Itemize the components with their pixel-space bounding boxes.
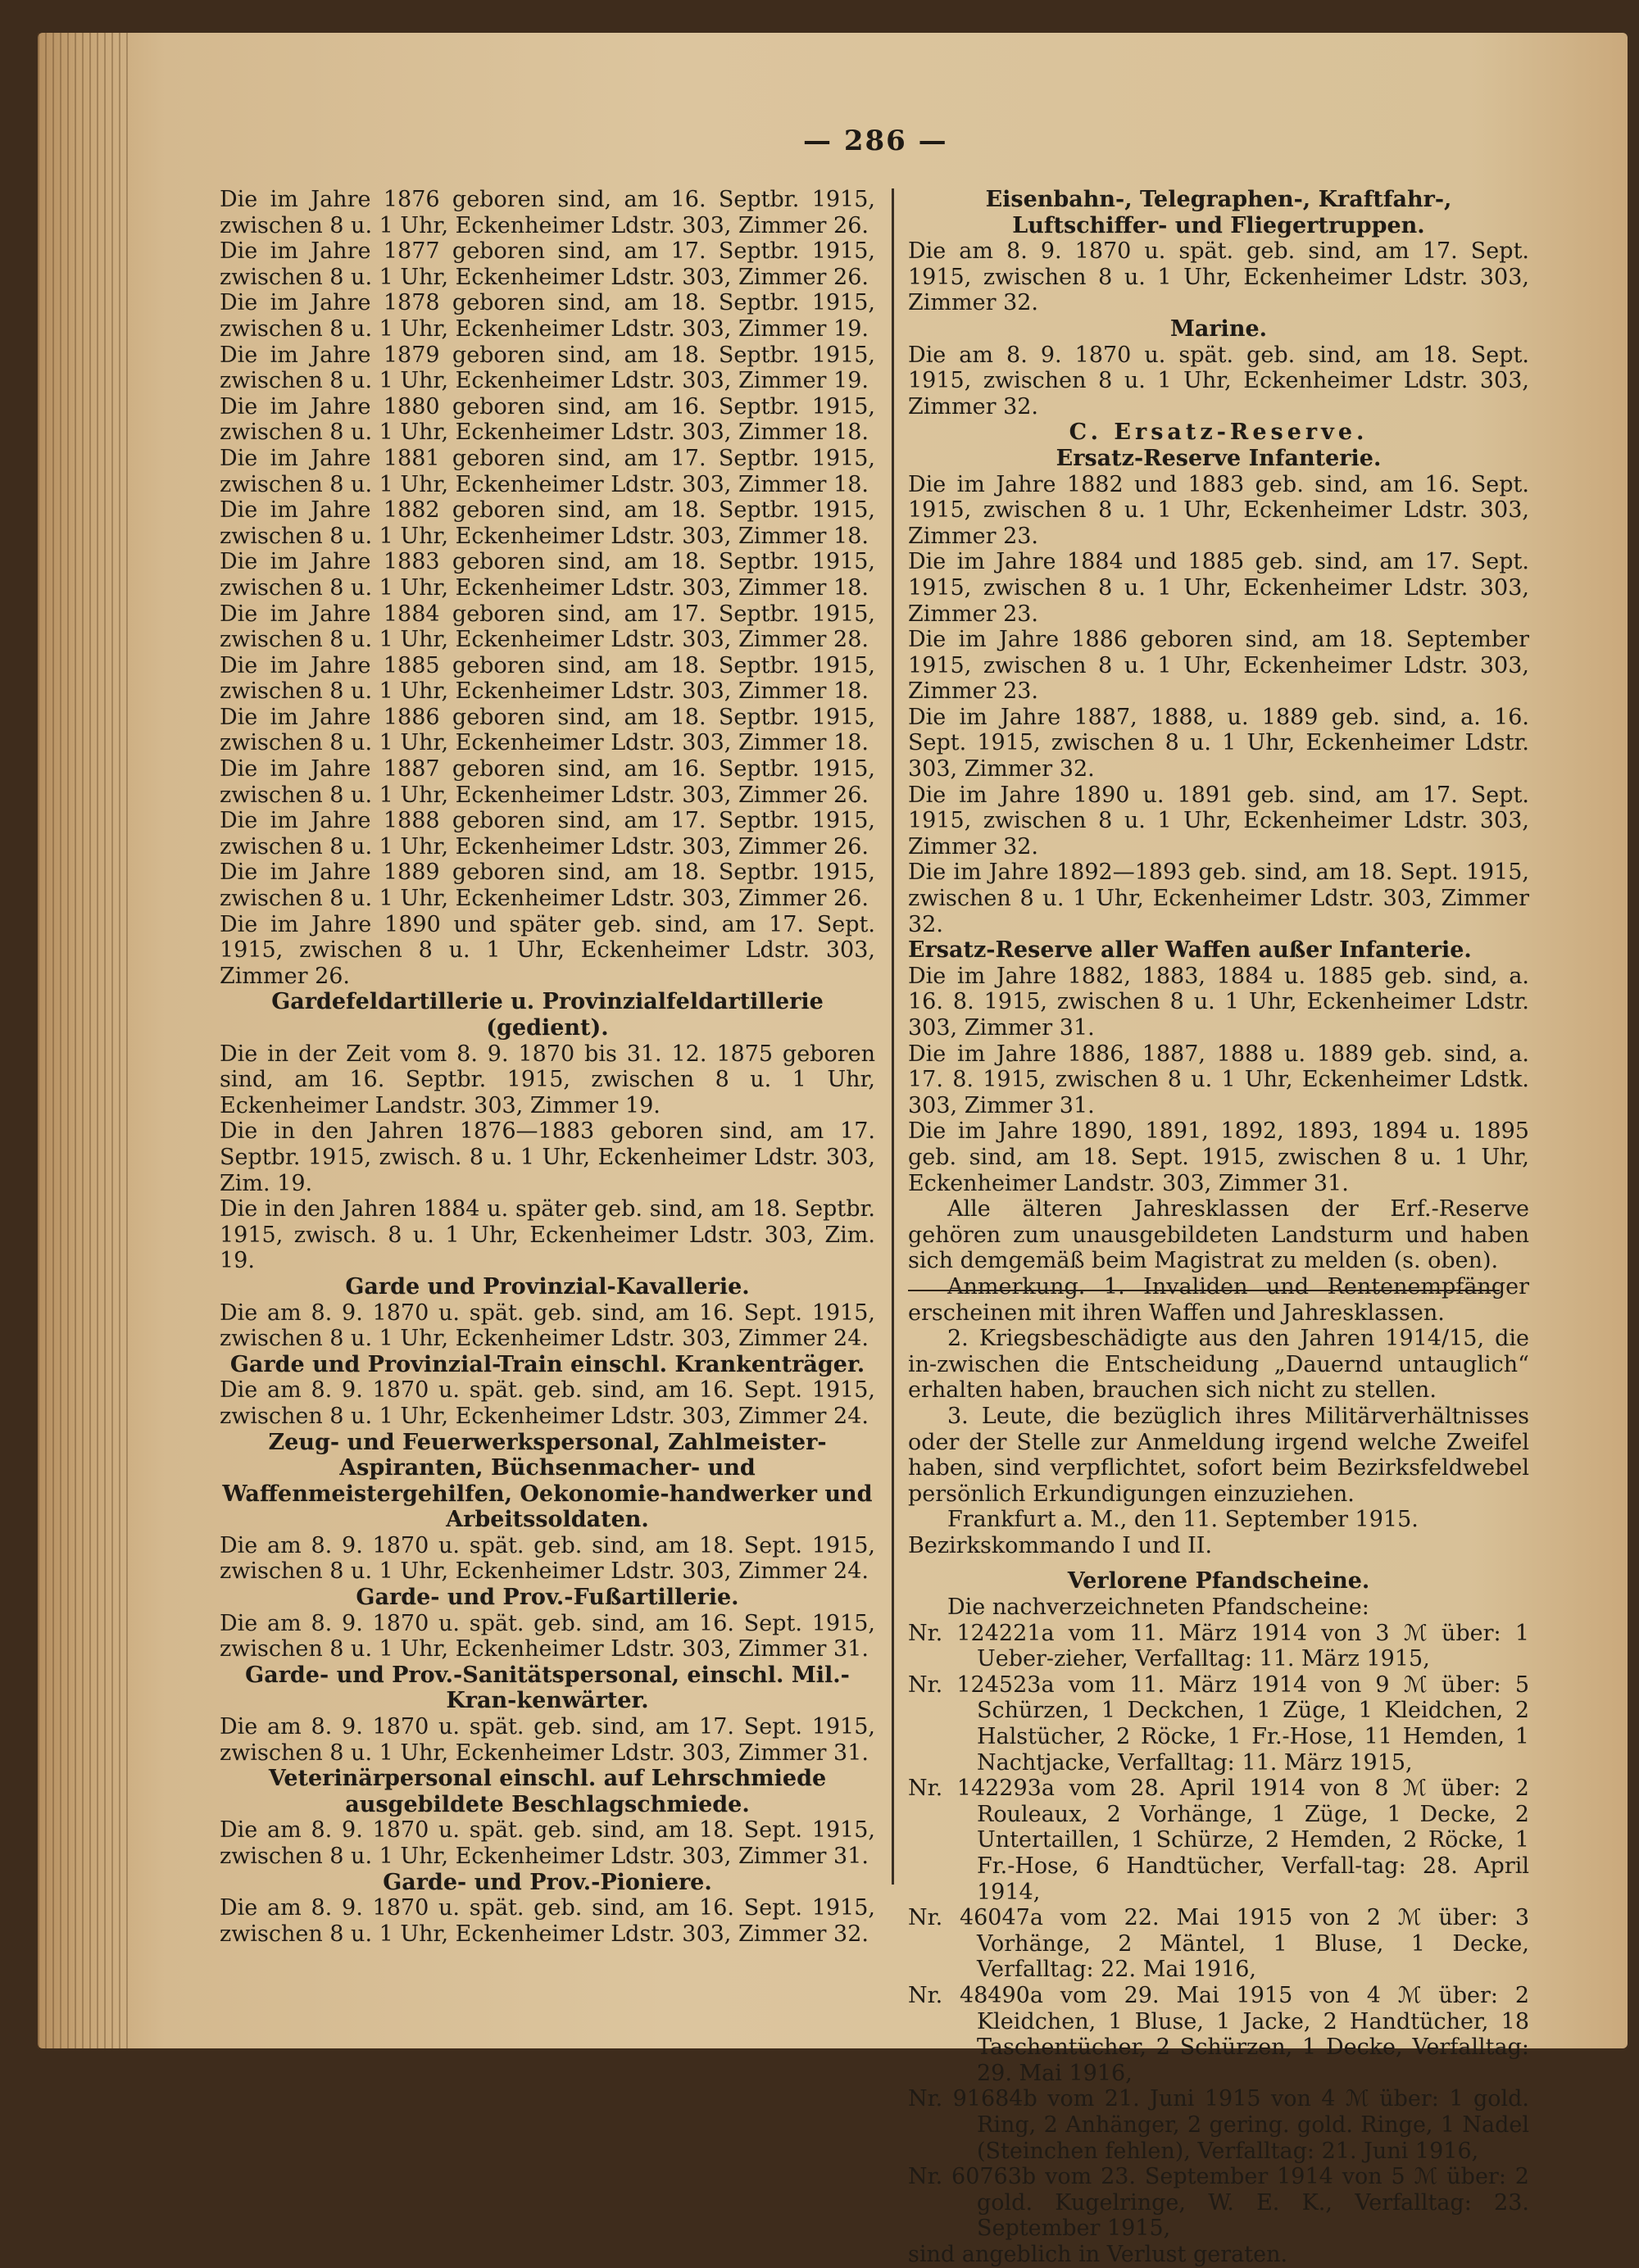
section-heading: Garde und Provinzial-Train einschl. Krankenträger. — [229, 1351, 865, 1377]
page-edges — [38, 33, 128, 2048]
schedule-entry: Die im Jahre 1886 geboren sind, am 18. September 1915, zwischen 8 u. 1 Uhr, Eckenheimer Ldstr. 303, Zimmer 23. — [908, 627, 1529, 705]
schedule-entry: Die im Jahre 1890, 1891, 1892, 1893, 1894 u. 1895 geb. sind, am 18. Sept. 1915, zwischen 8 u. 1 Uhr, Eckenheimer Landstr. 303, Zimmer 31. — [908, 1118, 1529, 1196]
section-heading: Garde- und Prov.-Fußartillerie. — [356, 1585, 739, 1611]
schedule-entry: Die im Jahre 1886 geboren sind, am 18. Septbr. 1915, zwischen 8 u. 1 Uhr, Eckenheimer Ldstr. 303, Zimmer 18. — [220, 704, 875, 756]
schedule-entry: Die im Jahre 1881 geboren sind, am 17. Septbr. 1915, zwischen 8 u. 1 Uhr, Eckenheimer Ldstr. 303, Zimmer 18. — [220, 445, 875, 497]
schedule-entry: Die in den Jahren 1884 u. später geb. sind, am 18. Septbr. 1915, zwisch. 8 u. 1 Uhr, Eckenheimer Ldstr. 303, Zim. 19. — [220, 1196, 875, 1274]
schedule-entry: Die im Jahre 1876 geboren sind, am 16. Septbr. 1915, zwischen 8 u. 1 Uhr, Eckenheimer Ldstr. 303, Zimmer 26. — [220, 187, 875, 238]
pawn-ticket-entry: Nr. 91684b vom 21. Juni 1915 von 4 ℳ über: 1 gold. Ring, 2 Anhänger, 2 gering. gold. Ringe, 1 Nadel (Steinchen fehlen), Verfalltag: 21. Juni 1916, — [908, 2086, 1529, 2164]
schedule-entry: Die im Jahre 1886, 1887, 1888 u. 1889 geb. sind, a. 17. 8. 1915, zwischen 8 u. 1 Uhr, Eckenheimer Ldstk. 303, Zimmer 31. — [908, 1041, 1529, 1118]
schedule-entry: Die im Jahre 1888 geboren sind, am 17. Septbr. 1915, zwischen 8 u. 1 Uhr, Eckenheimer Ldstr. 303, Zimmer 26. — [220, 808, 875, 860]
schedule-entry: Die im Jahre 1890 und später geb. sind, am 17. Sept. 1915, zwischen 8 u. 1 Uhr, Eckenheimer Ldstr. 303, Zimmer 26. — [220, 911, 875, 989]
pawn-ticket-entry: Nr. 124221a vom 11. März 1914 von 3 ℳ über: 1 Ueber-zieher, Verfalltag: 11. März 1915, — [908, 1620, 1529, 1672]
paragraph: Alle älteren Jahresklassen der Erf.-Reserve gehören zum unausgebildeten Landsturm und haben sich demgemäß beim Magistrat zu melden (s. oben). — [908, 1196, 1529, 1274]
schedule-entry: Die am 8. 9. 1870 u. spät. geb. sind, am 18. Sept. 1915, zwischen 8 u. 1 Uhr, Eckenheimer Ldstr. 303, Zimmer 31. — [220, 1817, 875, 1869]
schedule-entry: Die im Jahre 1887 geboren sind, am 16. Septbr. 1915, zwischen 8 u. 1 Uhr, Eckenheimer Ldstr. 303, Zimmer 26. — [220, 756, 875, 808]
section-heading: Verlorene Pfandscheine. — [1067, 1568, 1370, 1594]
pawn-ticket-entry: Nr. 142293a vom 28. April 1914 von 8 ℳ über: 2 Rouleaux, 2 Vorhänge, 1 Züge, 1 Decke, 2 Untertaillen, 1 Schürze, 2 Hemden, 2 Röcke, 1 Fr.-Hose, 6 Handtücher, Verfall-tag: 28. April 1914, — [908, 1776, 1529, 1905]
paragraph: Frankfurt a. M., den 11. September 1915. — [947, 1507, 1419, 1533]
paragraph: 2. Kriegsbeschädigte aus den Jahren 1914/15, die in-zwischen die Entscheidung „Dauernd untauglich“ erhalten haben, brauchen sich nicht zu stellen. — [908, 1326, 1529, 1404]
right-column — [908, 187, 1529, 2268]
section-heading: C. Ersatz-Reserve. — [1069, 420, 1369, 446]
schedule-entry: Die am 8. 9. 1870 u. spät. geb. sind, am 17. Sept. 1915, zwischen 8 u. 1 Uhr, Eckenheimer Ldstr. 303, Zimmer 31. — [220, 1714, 875, 1766]
schedule-entry: Die im Jahre 1889 geboren sind, am 18. Septbr. 1915, zwischen 8 u. 1 Uhr, Eckenheimer Ldstr. 303, Zimmer 26. — [220, 860, 875, 912]
column-divider — [892, 188, 894, 1885]
paragraph: Die nachverzeichneten Pfandscheine: — [947, 1594, 1369, 1621]
schedule-entry: Die im Jahre 1884 und 1885 geb. sind, am 17. Sept. 1915, zwischen 8 u. 1 Uhr, Eckenheimer Ldstr. 303, Zimmer 23. — [908, 549, 1529, 627]
schedule-entry: Die im Jahre 1879 geboren sind, am 18. Septbr. 1915, zwischen 8 u. 1 Uhr, Eckenheimer Ldstr. 303, Zimmer 19. — [220, 342, 875, 394]
schedule-entry: Die im Jahre 1884 geboren sind, am 17. Septbr. 1915, zwischen 8 u. 1 Uhr, Eckenheimer Ldstr. 303, Zimmer 28. — [220, 601, 875, 653]
section-heading: Veterinärpersonal einschl. auf Lehrschmiede ausgebildete Beschlagschmiede. — [268, 1766, 827, 1817]
section-heading: Eisenbahn-, Telegraphen-, Kraftfahr-, Luftschiffer- und Fliegertruppen. — [985, 187, 1452, 238]
schedule-entry: Die in den Jahren 1876—1883 geboren sind, am 17. Septbr. 1915, zwisch. 8 u. 1 Uhr, Eckenheimer Ldstr. 303, Zim. 19. — [220, 1118, 875, 1196]
signature-line: Bezirkskommando I und II. — [908, 1532, 1213, 1558]
left-column — [220, 187, 875, 1947]
schedule-entry: Die am 8. 9. 1870 u. spät. geb. sind, am 18. Sept. 1915, zwischen 8 u. 1 Uhr, Eckenheimer Ldstr. 303, Zimmer 32. — [908, 342, 1529, 420]
schedule-entry: Die im Jahre 1878 geboren sind, am 18. Septbr. 1915, zwischen 8 u. 1 Uhr, Eckenheimer Ldstr. 303, Zimmer 19. — [220, 290, 875, 342]
schedule-entry: Die im Jahre 1882 geboren sind, am 18. Septbr. 1915, zwischen 8 u. 1 Uhr, Eckenheimer Ldstr. 303, Zimmer 18. — [220, 497, 875, 549]
schedule-entry: Die im Jahre 1882, 1883, 1884 u. 1885 geb. sind, a. 16. 8. 1915, zwischen 8 u. 1 Uhr, Eckenheimer Ldstr. 303, Zimmer 31. — [908, 963, 1529, 1041]
schedule-entry: Die im Jahre 1880 geboren sind, am 16. Septbr. 1915, zwischen 8 u. 1 Uhr, Eckenheimer Ldstr. 303, Zimmer 18. — [220, 393, 875, 446]
schedule-entry: Die im Jahre 1892—1893 geb. sind, am 18. Sept. 1915, zwischen 8 u. 1 Uhr, Eckenheimer Ldstr. 303, Zimmer 32. — [908, 860, 1529, 937]
schedule-entry: Die am 8. 9. 1870 u. spät. geb. sind, am 16. Sept. 1915, zwischen 8 u. 1 Uhr, Eckenheimer Ldstr. 303, Zimmer 32. — [220, 1895, 875, 1947]
schedule-entry: Die im Jahre 1885 geboren sind, am 18. Septbr. 1915, zwischen 8 u. 1 Uhr, Eckenheimer Ldstr. 303, Zimmer 18. — [220, 652, 875, 705]
paragraph: Anmerkung. 1. Invaliden und Rentenempfänger erscheinen mit ihren Waffen und Jahresklassen. — [908, 1273, 1529, 1326]
schedule-entry: Die am 8. 9. 1870 u. spät. geb. sind, am 17. Sept. 1915, zwischen 8 u. 1 Uhr, Eckenheimer Ldstr. 303, Zimmer 32. — [908, 238, 1529, 316]
schedule-entry: Die am 8. 9. 1870 u. spät. geb. sind, am 16. Sept. 1915, zwischen 8 u. 1 Uhr, Eckenheimer Ldstr. 303, Zimmer 31. — [220, 1610, 875, 1662]
schedule-entry: Die im Jahre 1890 u. 1891 geb. sind, am 17. Sept. 1915, zwischen 8 u. 1 Uhr, Eckenheimer Ldstr. 303, Zimmer 32. — [908, 782, 1529, 860]
schedule-entry: Die am 8. 9. 1870 u. spät. geb. sind, am 16. Sept. 1915, zwischen 8 u. 1 Uhr, Eckenheimer Ldstr. 303, Zimmer 24. — [220, 1377, 875, 1429]
section-heading: Ersatz-Reserve Infanterie. — [1056, 445, 1382, 471]
pawn-ticket-entry: Nr. 46047a vom 22. Mai 1915 von 2 ℳ über: 3 Vorhänge, 2 Mäntel, 1 Bluse, 1 Decke, Verfalltag: 22. Mai 1916, — [908, 1905, 1529, 1983]
section-heading: Gardefeldartillerie u. Provinzialfeldartillerie (gedient). — [271, 989, 824, 1041]
section-heading: Zeug- und Feuerwerkspersonal, Zahlmeister-Aspiranten, Büchsenmacher- und Waffenmeistergehilfen, Oekonomie-handwerker und Arbeitssoldaten. — [222, 1429, 873, 1533]
schedule-entry: Die im Jahre 1883 geboren sind, am 18. Septbr. 1915, zwischen 8 u. 1 Uhr, Eckenheimer Ldstr. 303, Zimmer 18. — [220, 549, 875, 601]
schedule-entry: Die im Jahre 1882 und 1883 geb. sind, am 16. Sept. 1915, zwischen 8 u. 1 Uhr, Eckenheimer Ldstr. 303, Zimmer 23. — [908, 471, 1529, 549]
schedule-entry: Die im Jahre 1887, 1888, u. 1889 geb. sind, a. 16. Sept. 1915, zwischen 8 u. 1 Uhr, Eckenheimer Ldstr. 303, Zimmer 32. — [908, 704, 1529, 782]
pawn-ticket-entry: Nr. 48490a vom 29. Mai 1915 von 4 ℳ über: 2 Kleidchen, 1 Bluse, 1 Jacke, 2 Handtücher, 18 Taschentücher, 2 Schürzen, 1 Decke, Verfalltag: 29. Mai 1916, — [908, 1982, 1529, 2086]
schedule-entry: Die am 8. 9. 1870 u. spät. geb. sind, am 16. Sept. 1915, zwischen 8 u. 1 Uhr, Eckenheimer Ldstr. 303, Zimmer 24. — [220, 1300, 875, 1352]
schedule-entry: Die im Jahre 1877 geboren sind, am 17. Septbr. 1915, zwischen 8 u. 1 Uhr, Eckenheimer Ldstr. 303, Zimmer 26. — [220, 238, 875, 290]
section-heading: Garde- und Prov.-Sanitätspersonal, einschl. Mil.-Kran-kenwärter. — [245, 1662, 850, 1714]
schedule-entry: Die am 8. 9. 1870 u. spät. geb. sind, am 18. Sept. 1915, zwischen 8 u. 1 Uhr, Eckenheimer Ldstr. 303, Zimmer 24. — [220, 1532, 875, 1585]
section-heading: Garde- und Prov.-Pioniere. — [383, 1869, 712, 1895]
schedule-entry: Die in der Zeit vom 8. 9. 1870 bis 31. 12. 1875 geboren sind, am 16. Septbr. 1915, zwischen 8 u. 1 Uhr, Eckenheimer Landstr. 303, Zimmer 19. — [220, 1041, 875, 1118]
section-heading: Marine. — [1169, 315, 1268, 342]
page-number: — 286 — — [803, 125, 948, 157]
paragraph: 3. Leute, die bezüglich ihres Militärverhältnisses oder der Stelle zur Anmeldung irgend welche Zweifel haben, sind verpflichtet, sofort beim Bezirksfeldwebel persönlich Erkundigungen einzuziehen. — [908, 1403, 1529, 1507]
pawn-ticket-entry: Nr. 60763b vom 23. September 1914 von 5 ℳ über: 2 gold. Kugelringe, W. E. K., Verfalltag: 23. September 1915, — [908, 2164, 1529, 2242]
schedule-entry: sind angeblich in Verlust geraten. — [908, 2241, 1288, 2267]
section-heading: Ersatz-Reserve aller Waffen außer Infanterie. — [908, 937, 1472, 964]
pawn-ticket-entry: Nr. 124523a vom 11. März 1914 von 9 ℳ über: 5 Schürzen, 1 Deckchen, 1 Züge, 1 Kleidchen, 2 Halstücher, 2 Röcke, 1 Fr.-Hose, 11 Hemden, 1 Nachtjacke, Verfalltag: 11. März 1915, — [908, 1672, 1529, 1776]
section-heading: Garde und Provinzial-Kavallerie. — [345, 1273, 750, 1300]
